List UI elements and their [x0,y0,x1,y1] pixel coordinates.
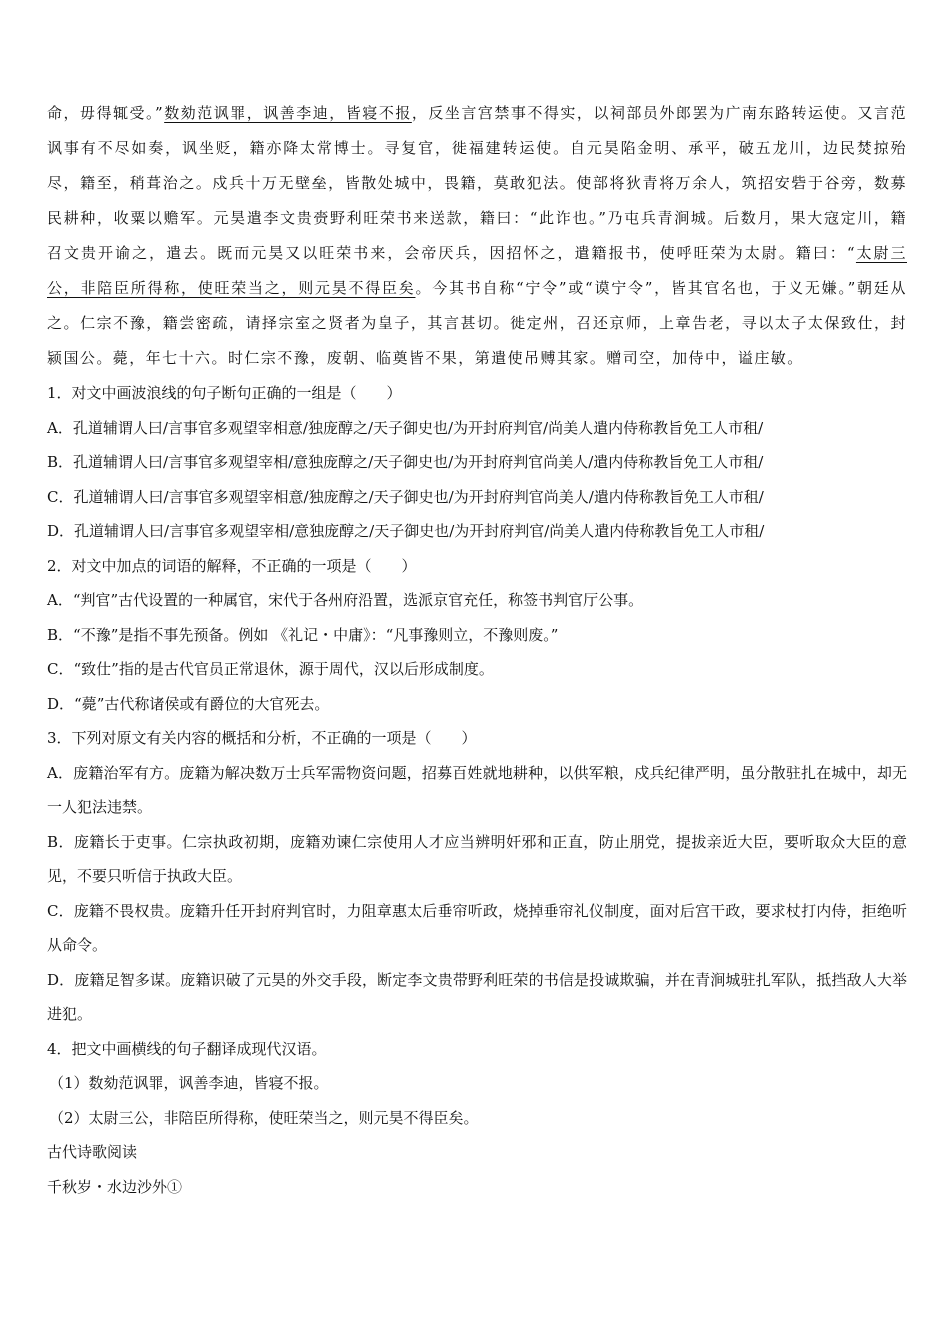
translation-item-1: （1）数劾范讽罪，讽善李迪，皆寝不报。 [49,1074,329,1092]
passage-text: ，反坐言宫禁事不得实，以祠部员外郎罢为广南东路转运使。又言范讽事有不尽如奏，讽坐贬，籍亦降太常博士。寻复官，徙福建转运使。自元昊陷金明、承平，破五龙川，边民焚掠殆尽，籍至，稍葺治之。戍兵十万无壁垒，皆散处城中，畏籍，莫敢犯法。使部将狄青将万余人，筑招安砦于谷旁，数募民耕种，收粟以赡军。元昊遣李文贵赍野利旺荣书来送款，籍曰：“此诈也。”乃屯兵青涧城。后数月，果大寇定川，籍召文贵开谕之，遣去。既而元昊又以旺荣书来，会帝厌兵，因招怀之，遣籍报书，使呼旺荣为太尉。籍曰：“ [47,104,907,262]
option-b: B．庞籍长于吏事。仁宗执政初期，庞籍劝谏仁宗使用人才应当辨明奸邪和正直，防止朋党，提拔亲近大臣，要听取众大臣的意见，不要只听信于执政大臣。 [47,832,907,885]
option-a: A．庞籍治军有方。庞籍为解决数万士兵军需物资问题，招募百姓就地耕种，以供军粮，戍兵纪律严明，虽分散驻扎在城中，却无一人犯法违禁。 [47,763,907,816]
underlined-sentence-2: 太尉三公，非陪臣所得称，使旺荣当之，则元昊不得臣矣 [47,244,907,297]
question-4 [47,1032,907,1136]
option-d: D．孔道辅谓人曰/言事官多观望宰相/意独庞醇之/天子御史也/为开封府判官/尚美人遣内侍称教旨免工人市租/ [47,522,765,540]
document-page [47,96,907,1204]
option-d: D．“薨”古代称诸侯或有爵位的大官死去。 [47,694,330,713]
passage-text: 。今其书自称“宁令”或“谟宁令”，皆其官名也，于义无嫌。”朝廷从之。仁宗不豫，籍尝密疏，请择宗室之贤者为皇子，其言甚切。徙定州，召还京师，上章告老，寻以太子太保致仕，封颍国公。薨，年七十六。时仁宗不豫，废朝、临奠皆不果，第遣使吊赙其家。赠司空，加侍中，谥庄敏。 [47,279,907,367]
option-c: C．“致仕”指的是古代官员正常退休，源于周代，汉以后形成制度。 [47,660,494,678]
underlined-sentence-1: 数劾范讽罪，讽善李迪，皆寝不报 [164,104,412,122]
section-heading: 古代诗歌阅读 [47,1143,138,1161]
question-stem: 3．下列对原文有关内容的概括和分析，不正确的一项是（ ） [47,729,477,747]
question-stem: 4．把文中画横线的句子翻译成现代汉语。 [47,1039,327,1058]
question-3 [47,721,907,1032]
passage-paragraph [47,96,907,376]
option-b: B．孔道辅谓人曰/言事官多观望宰相/意独庞醇之/天子御史也/为开封府判官尚美人/遣内侍称教旨免工人市租/ [47,453,764,471]
option-a: A．“判官”古代设置的一种属官，宋代于各州府沿置，选派京官充任，称签书判官厅公事。 [47,591,644,609]
question-1 [47,376,907,549]
option-c: C．庞籍不畏权贵。庞籍升任开封府判官时，力阻章惠太后垂帘听政，烧掉垂帘礼仪制度，面对后宫干政，要求杖打内侍，拒绝听从命令。 [47,901,907,954]
question-2 [47,549,907,722]
option-a: A．孔道辅谓人曰/言事官多观望宰相意/独庞醇之/天子御史也/为开封府判官/尚美人遣内侍称教旨免工人市租/ [47,418,764,437]
question-stem: 2．对文中加点的词语的解释，不正确的一项是（ ） [47,556,417,575]
passage-text: 命，毋得辄受。” [47,104,165,122]
option-d: D．庞籍足智多谋。庞籍识破了元昊的外交手段，断定李文贵带野利旺荣的书信是投诚欺骗，并在青涧城驻扎军队，抵挡敌人大举进犯。 [47,970,907,1023]
question-stem: 1．对文中画波浪线的句子断句正确的一组是（ ） [47,384,402,402]
option-b: B．“不豫”是指不事先预备。例如 《礼记・中庸》：“凡事豫则立，不豫则废。” [47,625,559,644]
translation-item-2: （2）太尉三公，非陪臣所得称，使旺荣当之，则元昊不得臣矣。 [49,1108,479,1127]
poem-title: 千秋岁・水边沙外① [47,1177,183,1196]
option-c: C．孔道辅谓人曰/言事官多观望宰相意/独庞醇之/天子御史也/为开封府判官尚美人/遣内侍称教旨免工人市租/ [47,487,764,506]
